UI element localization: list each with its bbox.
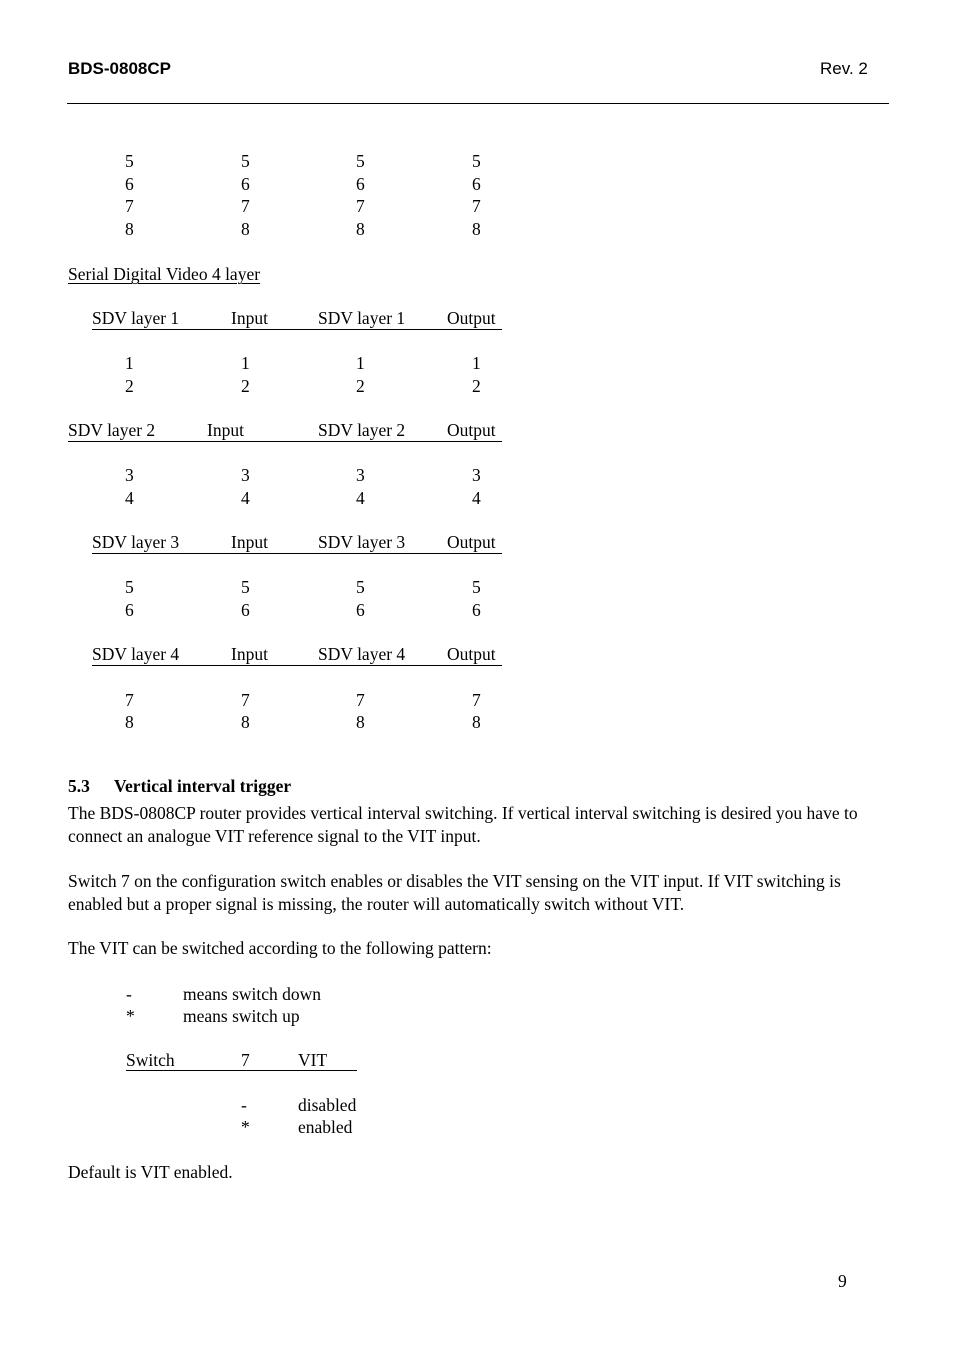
table-cell: 4 — [125, 488, 134, 508]
table-cell: 3 — [472, 465, 481, 485]
column-header: Input — [207, 420, 244, 440]
switch-state: - — [241, 1095, 247, 1115]
column-header: Output — [447, 420, 496, 440]
column-header: Output — [447, 308, 496, 328]
table-cell: 1 — [241, 353, 250, 373]
table-cell: 8 — [472, 712, 481, 732]
table-cell: 4 — [472, 488, 481, 508]
column-header: Output — [447, 532, 496, 552]
table-cell: 2 — [472, 376, 481, 396]
column-header: SDV layer 4 — [92, 644, 180, 664]
table-cell: 6 — [472, 600, 481, 620]
table-cell: 8 — [472, 219, 481, 239]
table-cell: 7 — [125, 196, 134, 216]
table-cell: 6 — [241, 174, 250, 194]
table-cell: 6 — [241, 600, 250, 620]
table-cell: 5 — [125, 151, 134, 171]
table-cell: 4 — [356, 488, 365, 508]
table-cell: 6 — [125, 600, 134, 620]
table-cell: 3 — [125, 465, 134, 485]
paragraph: Switch 7 on the configuration switch enables or disables the VIT sensing on the VIT input. If VIT switching is enabled but a proper signal is missing, the router will automatically switch without VIT. — [68, 871, 841, 914]
column-header: SDV layer 1 — [318, 308, 406, 328]
table-cell: 8 — [241, 219, 250, 239]
legend-symbol: * — [126, 1006, 135, 1026]
header-underline — [126, 1070, 357, 1071]
table-cell: 5 — [125, 577, 134, 597]
table-cell: 8 — [356, 712, 365, 732]
vit-status: disabled — [298, 1095, 357, 1115]
table-cell: 3 — [241, 465, 250, 485]
table-cell: 5 — [356, 577, 365, 597]
table-cell: 7 — [241, 690, 250, 710]
column-header: SDV layer 1 — [92, 308, 180, 328]
section-number: 5.3 — [68, 776, 90, 796]
column-header: SDV layer 2 — [318, 420, 406, 440]
legend-meaning: means switch down — [183, 984, 322, 1004]
table-cell: 8 — [241, 712, 250, 732]
document-revision: Rev. 2 — [820, 59, 868, 78]
default-note: Default is VIT enabled. — [68, 1162, 233, 1182]
table-cell: 1 — [472, 353, 481, 373]
column-header: Input — [231, 532, 268, 552]
table-cell: 2 — [356, 376, 365, 396]
table-cell: 4 — [241, 488, 250, 508]
table-cell: 7 — [472, 690, 481, 710]
table-cell: 8 — [356, 219, 365, 239]
table-cell: 5 — [472, 151, 481, 171]
table-cell: 8 — [125, 219, 134, 239]
table-cell: 6 — [472, 174, 481, 194]
table-cell: 2 — [125, 376, 134, 396]
table-cell: 7 — [472, 196, 481, 216]
column-header: SDV layer 3 — [318, 532, 406, 552]
legend-symbol: - — [126, 984, 132, 1004]
header-divider — [67, 103, 889, 104]
vit-status: enabled — [298, 1117, 353, 1137]
legend-meaning: means switch up — [183, 1006, 300, 1026]
table-cell: 7 — [241, 196, 250, 216]
table-cell: 7 — [356, 690, 365, 710]
column-header: 7 — [241, 1050, 250, 1070]
header-underline — [92, 329, 502, 330]
column-header: Switch — [126, 1050, 175, 1070]
column-header: SDV layer 4 — [318, 644, 406, 664]
table-cell: 8 — [125, 712, 134, 732]
section-heading: Vertical interval trigger — [114, 776, 292, 796]
table-cell: 5 — [472, 577, 481, 597]
page-number: 9 — [838, 1271, 847, 1291]
table-cell: 6 — [125, 174, 134, 194]
header-underline — [92, 553, 502, 554]
column-header: Output — [447, 644, 496, 664]
paragraph: The BDS-0808CP router provides vertical interval switching. If vertical interval switching is desired you have to connect an analogue VIT reference signal to the VIT input. — [68, 803, 858, 846]
table-cell: 7 — [125, 690, 134, 710]
section-title-sdv: Serial Digital Video 4 layer — [68, 264, 261, 284]
table-cell: 7 — [356, 196, 365, 216]
column-header: SDV layer 2 — [68, 420, 156, 440]
column-header: Input — [231, 308, 268, 328]
paragraph: The VIT can be switched according to the following pattern: — [68, 938, 492, 958]
table-cell: 3 — [356, 465, 365, 485]
table-cell: 6 — [356, 174, 365, 194]
column-header: Input — [231, 644, 268, 664]
header-underline — [68, 441, 502, 442]
document-model-title: BDS-0808CP — [68, 59, 171, 78]
table-cell: 1 — [356, 353, 365, 373]
table-cell: 5 — [241, 151, 250, 171]
table-cell: 6 — [356, 600, 365, 620]
column-header: SDV layer 3 — [92, 532, 180, 552]
table-cell: 2 — [241, 376, 250, 396]
table-cell: 5 — [356, 151, 365, 171]
switch-state: * — [241, 1117, 250, 1137]
table-cell: 1 — [125, 353, 134, 373]
table-cell: 5 — [241, 577, 250, 597]
column-header: VIT — [298, 1050, 328, 1070]
header-underline — [92, 665, 502, 666]
